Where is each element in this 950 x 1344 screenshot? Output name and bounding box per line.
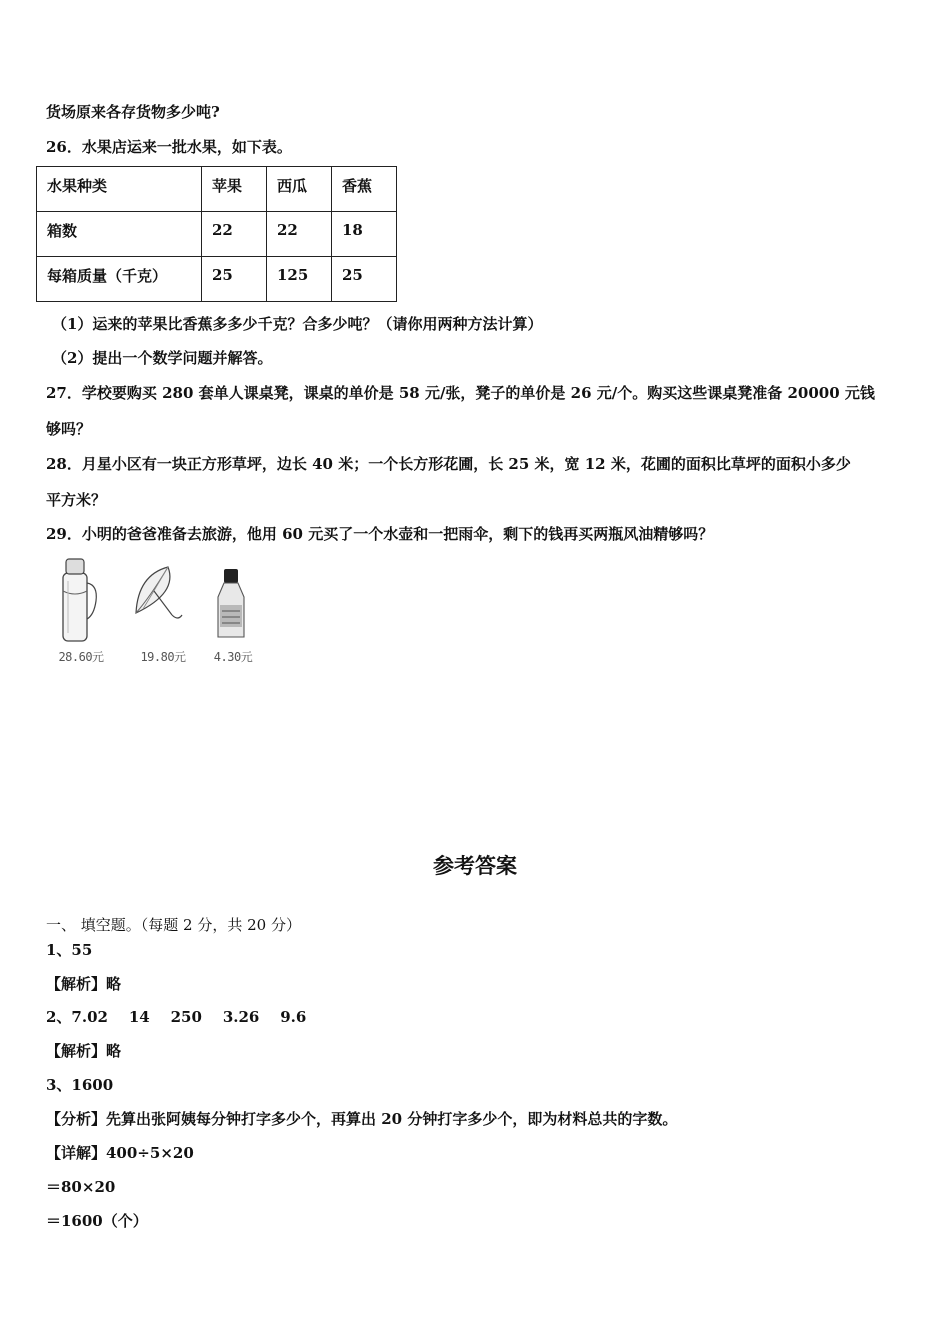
answer-3-analysis: 【分析】先算出张阿姨每分钟打字多少个，再算出 20 分钟打字多少个，即为材料总共的字数。 (46, 1110, 678, 1128)
q26-part1: （1）运来的苹果比香蕉多多少千克？合多少吨？（请你用两种方法计算） (52, 315, 543, 333)
table-cell: 箱数 (37, 212, 202, 257)
table-row (37, 212, 397, 257)
answers-section-heading: 一、 填空题。（每题 2 分，共 20 分） (46, 916, 301, 934)
answers-title: 参考答案 (433, 854, 517, 878)
price-label: 28.60元 (58, 650, 104, 664)
oil-bottle-icon (198, 553, 268, 648)
table-row (37, 167, 397, 212)
q29-text: 29．小明的爸爸准备去旅游，他用 60 元买了一个水壶和一把雨伞，剩下的钱再买两瓶风油精够吗？ (46, 525, 714, 543)
table-cell: 25 (202, 257, 267, 302)
answer-2: 2、7.02 14 250 3.26 9.6 (46, 1008, 307, 1026)
table-cell: 22 (202, 212, 267, 257)
table-cell: 125 (267, 257, 332, 302)
table-row (37, 257, 397, 302)
price-label: 4.30元 (213, 650, 253, 664)
q29-items (46, 553, 266, 668)
answer-3: 3、1600 (46, 1076, 114, 1094)
answer-1-analysis: 【解析】略 (46, 975, 122, 993)
kettle-icon (46, 553, 116, 648)
answer-3-step2: ＝1600（个） (46, 1212, 148, 1230)
table-header-cell: 苹果 (202, 167, 267, 212)
q28-line1: 28．月星小区有一块正方形草坪，边长 40 米；一个长方形花圃，长 25 米，宽 12 米，花圃的面积比草坪的面积小多少 (46, 455, 851, 473)
answer-1: 1、55 (46, 941, 93, 959)
q25-tail: 货场原来各存货物多少吨? (46, 103, 220, 121)
price-label: 19.80元 (140, 650, 186, 664)
table-cell: 22 (267, 212, 332, 257)
answer-3-step1: ＝80×20 (46, 1178, 116, 1196)
q26-part2: （2）提出一个数学问题并解答。 (52, 349, 273, 367)
table-cell: 18 (332, 212, 397, 257)
table-cell: 25 (332, 257, 397, 302)
q28-line2: 平方米？ (46, 491, 107, 509)
item-kettle (46, 553, 116, 668)
table-header-cell: 水果种类 (37, 167, 202, 212)
answer-2-analysis: 【解析】略 (46, 1042, 122, 1060)
q27-line2: 够吗？ (46, 420, 92, 438)
item-oil-bottle (198, 553, 268, 668)
umbrella-icon (128, 553, 198, 648)
q26-text: 26．水果店运来一批水果，如下表。 (46, 138, 292, 156)
item-umbrella (128, 553, 198, 668)
fruit-table (36, 166, 397, 302)
table-header-cell: 西瓜 (267, 167, 332, 212)
table-header-cell: 香蕉 (332, 167, 397, 212)
answer-3-detail: 【详解】400÷5×20 (46, 1144, 194, 1162)
q27-line1: 27．学校要购买 280 套单人课桌凳，课桌的单价是 58 元/张，凳子的单价是 26 元/个。购买这些课桌凳准备 20000 元钱 (46, 384, 875, 402)
table-cell: 每箱质量（千克） (37, 257, 202, 302)
